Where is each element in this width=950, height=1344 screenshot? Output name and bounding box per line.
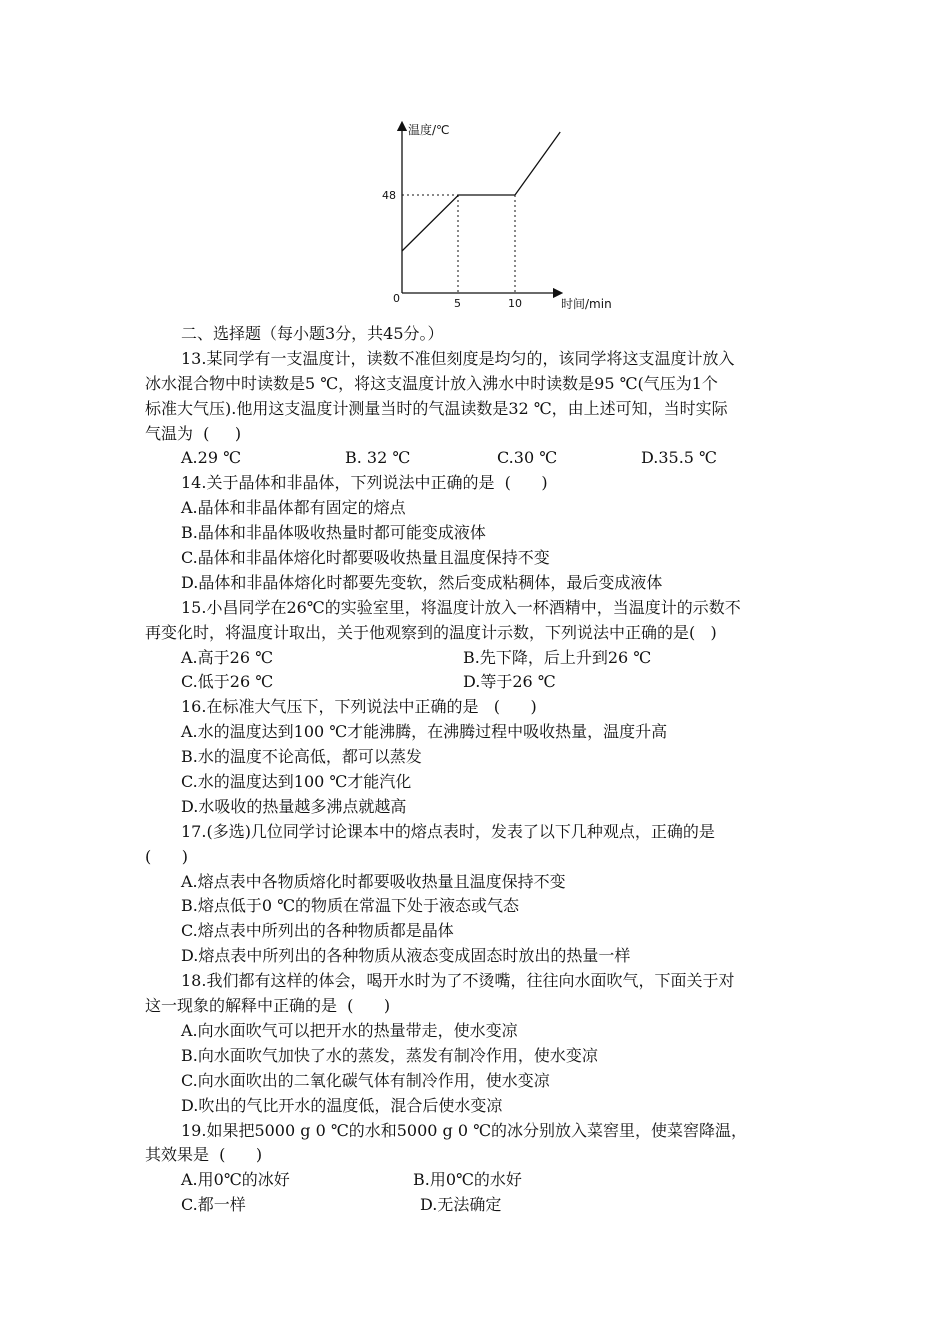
origin-label: 0 [393, 292, 400, 305]
q15-line-2: 再变化时，将温度计取出，关于他观察到的温度计示数，下列说法中正确的是( ) [145, 622, 717, 642]
q17-option-d: D.熔点表中所列出的各种物质从液态变成固态时放出的热量一样 [181, 946, 631, 966]
q17-option-b: B.熔点低于0 ℃的物质在常温下处于液态或气态 [181, 896, 520, 916]
q15-option-d: D.等于26 ℃ [463, 672, 556, 692]
y-axis-label: 温度/℃ [408, 123, 450, 137]
q16-option-c: C.水的温度达到100 ℃才能汽化 [181, 772, 412, 792]
q13-line-3: 标准大气压).他用这支温度计测量当时的气温读数是32 ℃，由上述可知，当时实际 [145, 398, 728, 418]
q18-option-a: A.向水面吹气可以把开水的热量带走，使水变凉 [181, 1020, 518, 1040]
q15-option-a: A.高于26 ℃ [181, 647, 273, 667]
x-axis-label: 时间/min [561, 297, 612, 311]
q18-option-c: C.向水面吹出的二氧化碳气体有制冷作用，使水变凉 [181, 1070, 550, 1090]
q19-line-1: 19.如果把5000 g 0 ℃的水和5000 g 0 ℃的冰分别放入菜窖里，使菜窖降温， [181, 1120, 748, 1140]
x-tick-10: 10 [508, 297, 522, 310]
q17-option-a: A.熔点表中各物质熔化时都要吸收热量且温度保持不变 [181, 871, 566, 891]
q19-line-2: 其效果是 ( ) [145, 1145, 263, 1165]
q18-line-2: 这一现象的解释中正确的是 ( ) [145, 996, 391, 1016]
q15-options-ab [145, 646, 845, 671]
q13-option-b: B. 32 ℃ [345, 448, 411, 468]
q16-option-b: B.水的温度不论高低，都可以蒸发 [181, 747, 422, 767]
q13-line-2: 冰水混合物中时读数是5 ℃，将这支温度计放入沸水中时读数是95 ℃(气压为1个 [145, 373, 718, 393]
q14-option-d: D.晶体和非晶体熔化时都要先变软，然后变成粘稠体，最后变成液体 [181, 572, 663, 592]
q19-option-a: A.用0℃的冰好 [181, 1170, 290, 1190]
q16-option-a: A.水的温度达到100 ℃才能沸腾，在沸腾过程中吸收热量，温度升高 [181, 722, 668, 742]
q15-option-b: B.先下降，后上升到26 ℃ [463, 647, 652, 667]
question-section [145, 322, 845, 1218]
y-tick-48: 48 [382, 189, 396, 202]
x-tick-5: 5 [454, 297, 461, 310]
section-heading: 二、选择题（每小题3分，共45分。） [181, 324, 444, 343]
q15-line-1: 15.小昌同学在26℃的实验室里，将温度计放入一杯酒精中，当温度计的示数不 [181, 597, 741, 617]
q15-option-c: C.低于26 ℃ [181, 672, 274, 692]
q14-option-c: C.晶体和非晶体熔化时都要吸收热量且温度保持不变 [181, 548, 550, 568]
q13-option-d: D.35.5 ℃ [641, 448, 717, 468]
q14-option-a: A.晶体和非晶体都有固定的熔点 [181, 498, 406, 518]
q18-option-d: D.吹出的气比开水的温度低，混合后使水变凉 [181, 1095, 503, 1115]
q17-line-2: ( ) [145, 846, 188, 866]
q14-option-b: B.晶体和非晶体吸收热量时都可能变成液体 [181, 523, 486, 543]
q13-line-4: 气温为 ( ) [145, 423, 242, 443]
q19-option-b: B.用0℃的水好 [413, 1170, 522, 1190]
q19-option-c: C.都一样 [181, 1195, 246, 1215]
q14-stem: 14.关于晶体和非晶体，下列说法中正确的是 ( ) [181, 473, 548, 493]
q18-option-b: B.向水面吹气加快了水的蒸发，蒸发有制冷作用，使水变凉 [181, 1045, 598, 1065]
q16-stem: 16.在标准大气压下，下列说法中正确的是 ( ) [181, 697, 537, 717]
q15-options-cd [145, 670, 845, 695]
q16-option-d: D.水吸收的热量越多沸点就越高 [181, 796, 407, 816]
q13-option-c: C.30 ℃ [497, 448, 558, 468]
q13-line-1: 13.某同学有一支温度计，读数不准但刻度是均匀的，该同学将这支温度计放入 [181, 348, 735, 368]
temperature-time-graph [368, 118, 638, 318]
q17-option-c: C.熔点表中所列出的各种物质都是晶体 [181, 921, 454, 941]
q13-option-a: A.29 ℃ [181, 448, 241, 468]
q19-options-cd [145, 1193, 845, 1218]
q17-line-1: 17.(多选)几位同学讨论课本中的熔点表时，发表了以下几种观点，正确的是 [181, 821, 715, 841]
temperature-series-line [402, 132, 560, 251]
q19-options-ab [145, 1168, 845, 1193]
q19-option-d: D.无法确定 [420, 1195, 502, 1215]
q13-options [145, 446, 845, 471]
q18-line-1: 18.我们都有这样的体会，喝开水时为了不烫嘴，往往向水面吹气，下面关于对 [181, 971, 735, 991]
